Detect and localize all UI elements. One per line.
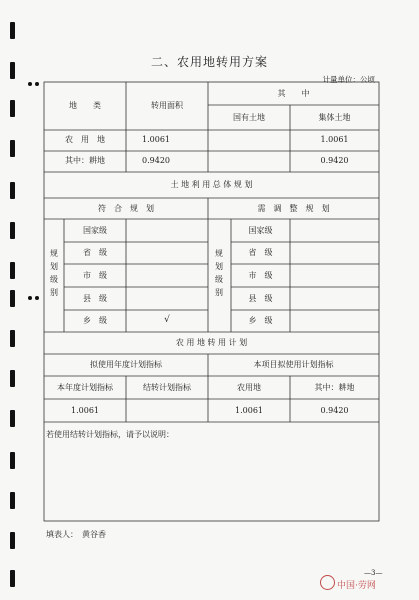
page-number: —3— [364, 569, 383, 577]
binder-mark [10, 532, 15, 549]
plan-conform-header: 符 合 规 划 [98, 204, 154, 213]
row-cultivated-label: 其中：耕地 [65, 156, 105, 165]
plan-level-township-left: 乡 级 [83, 316, 107, 325]
header-transfer-area: 转用面积 [151, 101, 183, 110]
binder-mark [10, 410, 15, 427]
carry-over-note: 若使用结转计划指标，请予以说明： [46, 430, 174, 439]
binder-mark [10, 290, 15, 307]
row-farmland-collective: 1.0061 [320, 135, 349, 144]
farmland-header: 农用地 [237, 383, 261, 392]
binder-mark [10, 222, 15, 239]
header-of-which: 其 中 [277, 89, 310, 98]
binder-dot [28, 82, 32, 86]
plan-section-title: 土 地 利 用 总 体 规 划 [170, 180, 253, 189]
farmland-value: 1.0061 [235, 406, 263, 415]
row-cultivated-collective: 0.9420 [320, 156, 349, 165]
binder-mark [10, 330, 15, 347]
plan-level-county-left: 县 级 [83, 294, 107, 303]
cultivated-value: 0.9420 [320, 406, 349, 415]
binder-mark [10, 100, 15, 117]
cultivated-header: 其中：耕地 [314, 383, 355, 392]
binder-mark [10, 570, 15, 587]
current-year-header: 本年度计划指标 [57, 383, 113, 392]
transfer-plan-title: 农 用 地 转 用 计 划 [175, 338, 248, 347]
carry-over-header: 结转计划指标 [143, 383, 191, 392]
binder-mark [10, 492, 15, 509]
form-filler: 填表人： 黄谷香 [46, 530, 106, 539]
binder-mark [10, 182, 15, 199]
header-state-land: 国有土地 [233, 113, 265, 122]
plan-level-province-left: 省 级 [83, 248, 107, 257]
plan-level-national-left: 国家级 [83, 226, 107, 235]
binder-dot [35, 82, 39, 86]
binder-dot [28, 296, 32, 300]
plan-conform-mark-township: √ [164, 315, 170, 325]
row-cultivated-area: 0.9420 [142, 156, 170, 165]
binder-mark [10, 370, 15, 387]
plan-level-city-right: 市 级 [248, 271, 273, 280]
plan-level-side-label-left: 规划级别 [50, 249, 58, 297]
binder-mark [10, 140, 15, 157]
plan-level-side-label-right: 规划级别 [215, 249, 223, 297]
row-farmland-label: 农 用 地 [65, 135, 105, 144]
watermark-logo-icon [320, 575, 335, 590]
unit-label: 计量单位：公顷 [322, 75, 375, 84]
current-year-value: 1.0061 [71, 406, 99, 415]
plan-level-province-right: 省 级 [248, 248, 273, 257]
header-land-type: 地 类 [69, 101, 101, 110]
row-farmland-area: 1.0061 [142, 135, 170, 144]
header-collective-land: 集体土地 [318, 113, 351, 122]
plan-level-city-left: 市 级 [83, 271, 107, 280]
binder-mark [10, 452, 15, 469]
binder-mark [10, 262, 15, 279]
binder-mark [10, 22, 15, 39]
project-use-header: 本项目拟使用计划指标 [253, 360, 334, 369]
binder-dot [35, 296, 39, 300]
plan-adjust-header: 需 调 整 规 划 [257, 204, 330, 213]
plan-level-county-right: 县 级 [248, 294, 273, 303]
plan-level-township-right: 乡 级 [248, 316, 273, 325]
page-title: 二、农用地转用方案 [150, 55, 268, 69]
plan-level-national-right: 国家级 [248, 226, 273, 235]
planned-use-header: 拟使用年度计划指标 [90, 360, 162, 369]
watermark: 中国·劳网 [337, 581, 376, 591]
